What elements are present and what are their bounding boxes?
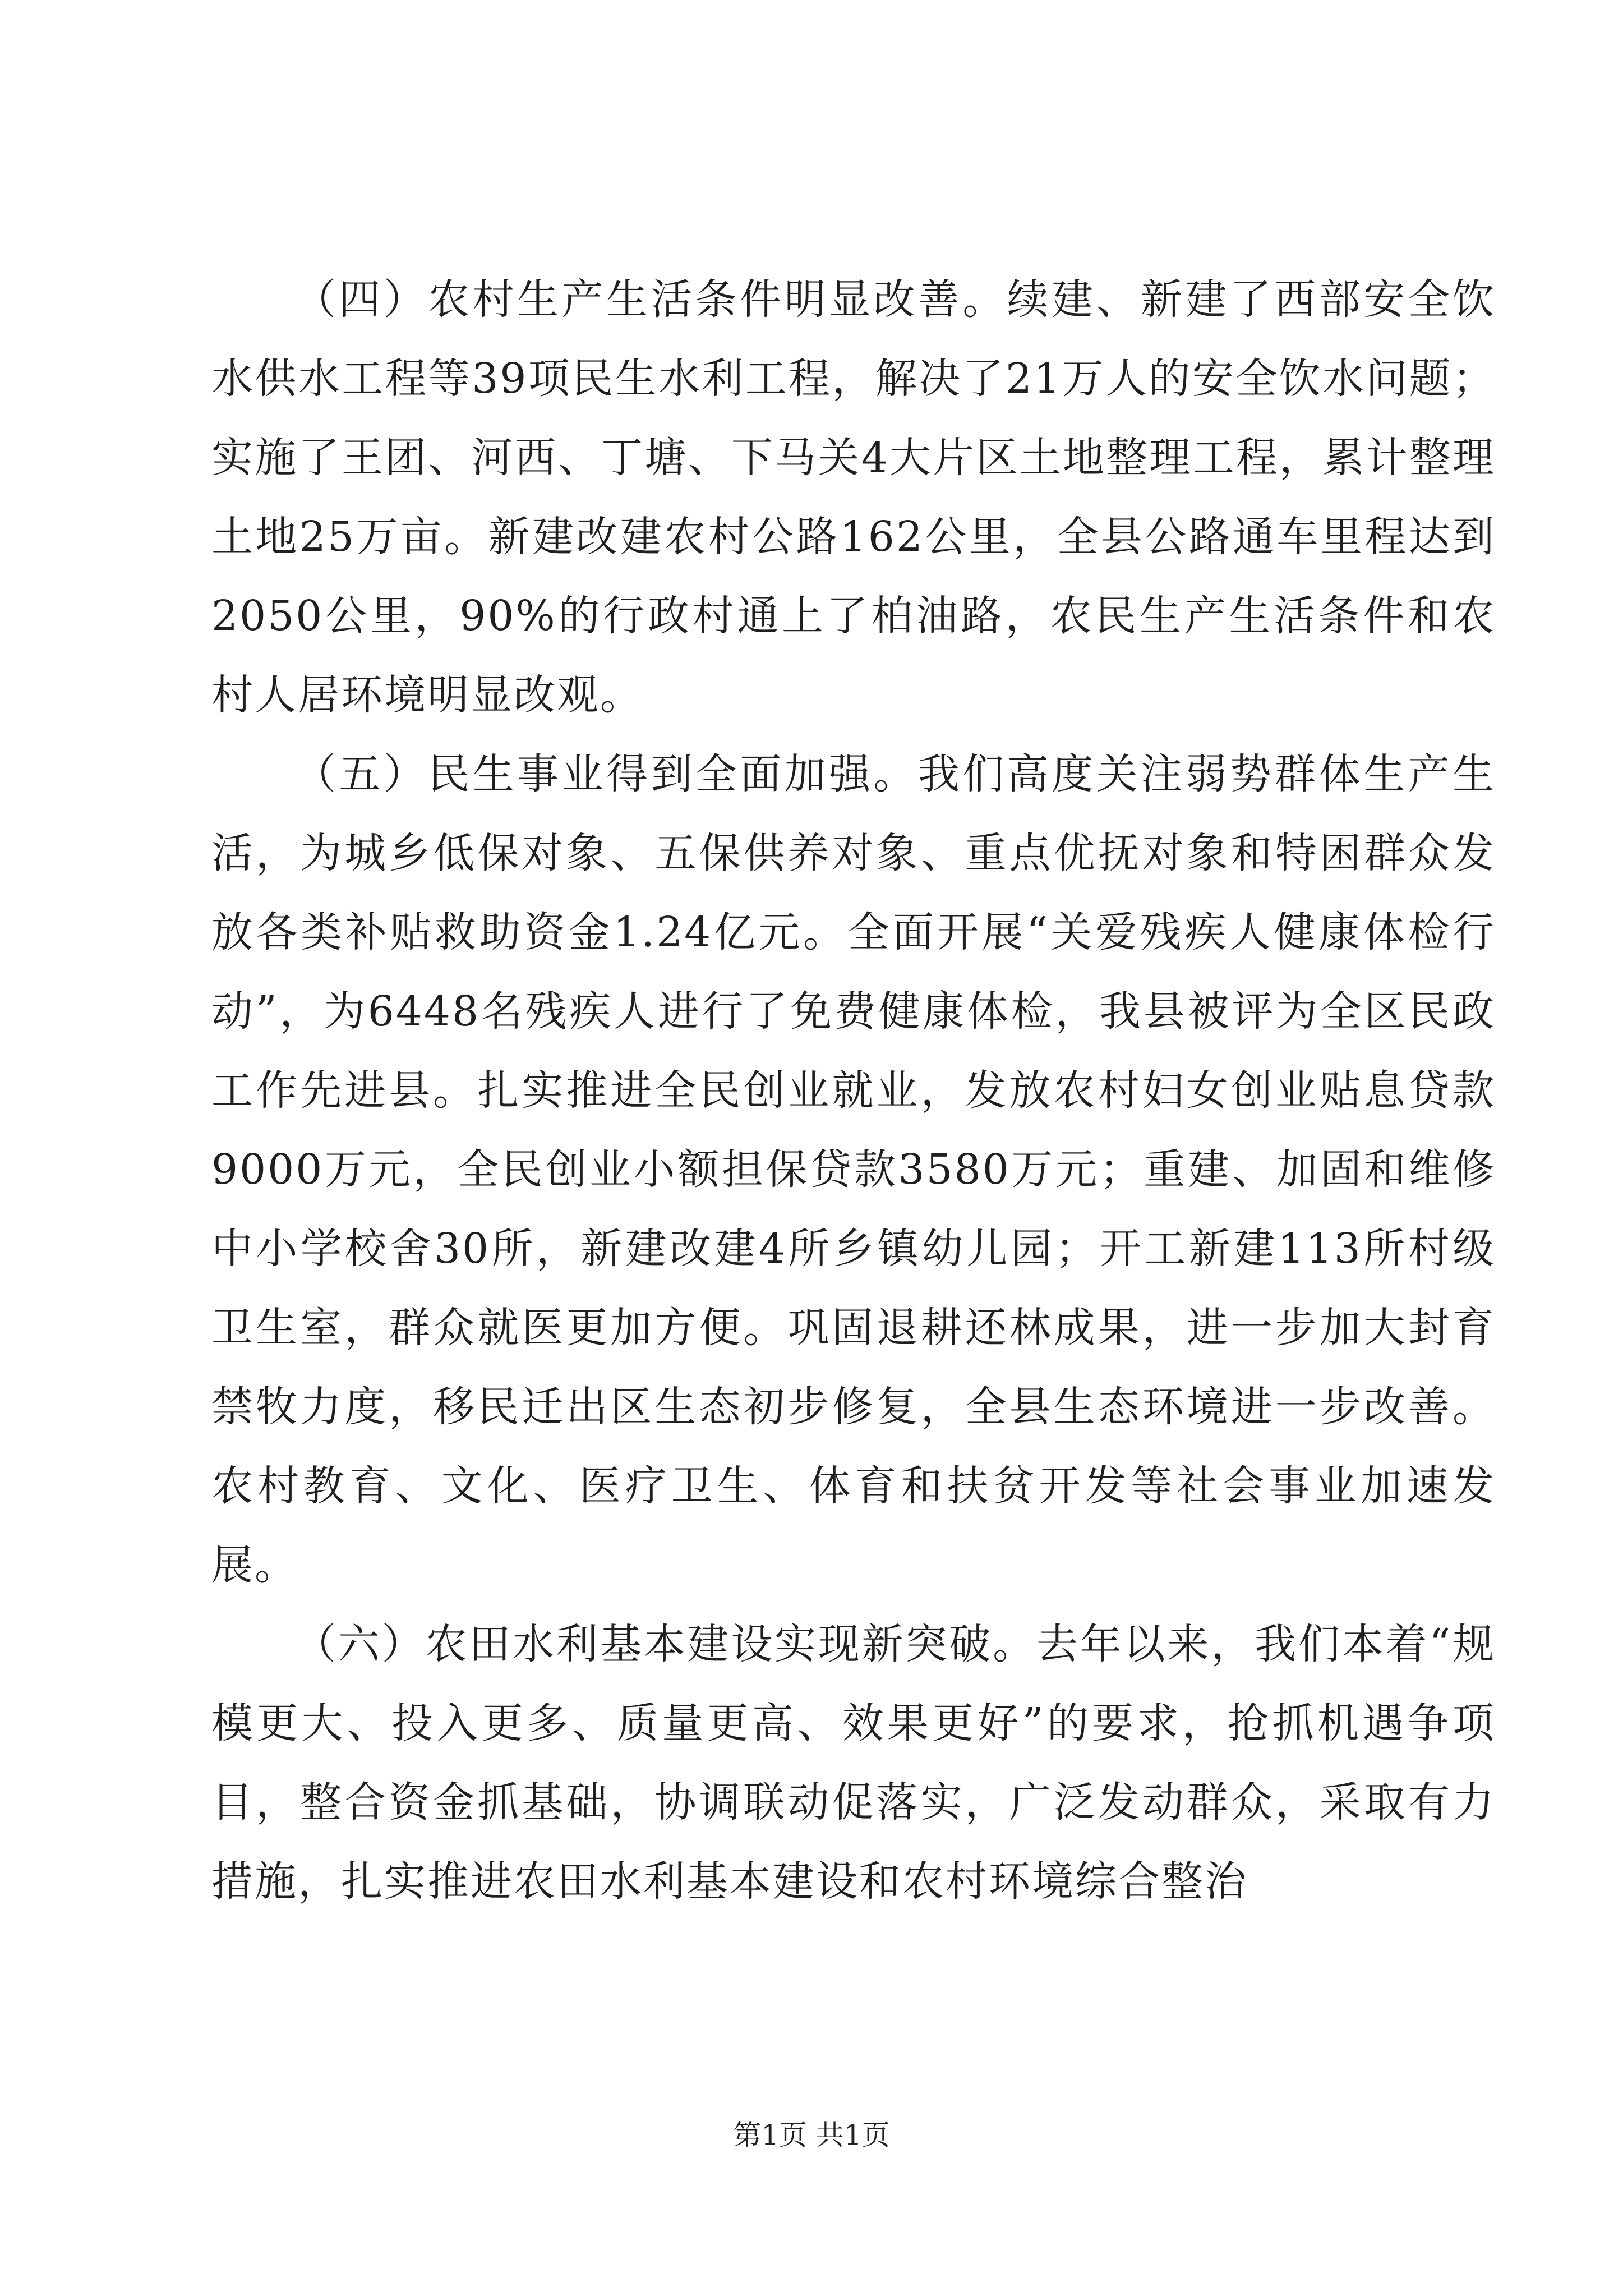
page-footer: 第1页 共1页 — [733, 2119, 890, 2151]
paragraph-rural-conditions: （四）农村生产生活条件明显改善。续建、新建了西部安全饮水供水工程等39项民生水利工程，解决了21万人的安全饮水问题；实施了王团、河西、丁塘、下马关4大片区土地整理工程，累计整理土地25万亩。新建改建农村公路162公里，全县公路通车里程达到2050公里，90%的行政村通上了柏油路，农民生产生活条件和农村人居环境明显改观。 — [211, 275, 1496, 719]
paragraph-water-conservancy: （六）农田水利基本建设实现新突破。去年以来，我们本着“规模更大、投入更多、质量更高、效果更好”的要求，抢抓机遇争项目，整合资金抓基础，协调联动促落实，广泛发动群众，采取有力措施，扎实推进农田水利基本建设和农村环境综合整治 — [211, 1620, 1496, 1906]
paragraph-livelihood: （五）民生事业得到全面加强。我们高度关注弱势群体生产生活，为城乡低保对象、五保供养对象、重点优抚对象和特困群众发放各类补贴救助资金1.24亿元。全面开展“关爱残疾人健康体检行动”，为6448名残疾人进行了免费健康体检，我县被评为全区民政工作先进县。扎实推进全民创业就业，发放农村妇女创业贴息贷款9000万元，全民创业小额担保贷款3580万元；重建、加固和维修中小学校舍30所，新建改建4所乡镇幼儿园；开工新建113所村级卫生室，群众就医更加方便。巩固退耕还林成果，进一步加大封育禁牧力度，移民迁出区生态初步修复，全县生态环境进一步改善。农村教育、文化、医疗卫生、体育和扶贫开发等社会事业加速发展。 — [211, 750, 1496, 1589]
document-body — [211, 260, 1496, 1921]
